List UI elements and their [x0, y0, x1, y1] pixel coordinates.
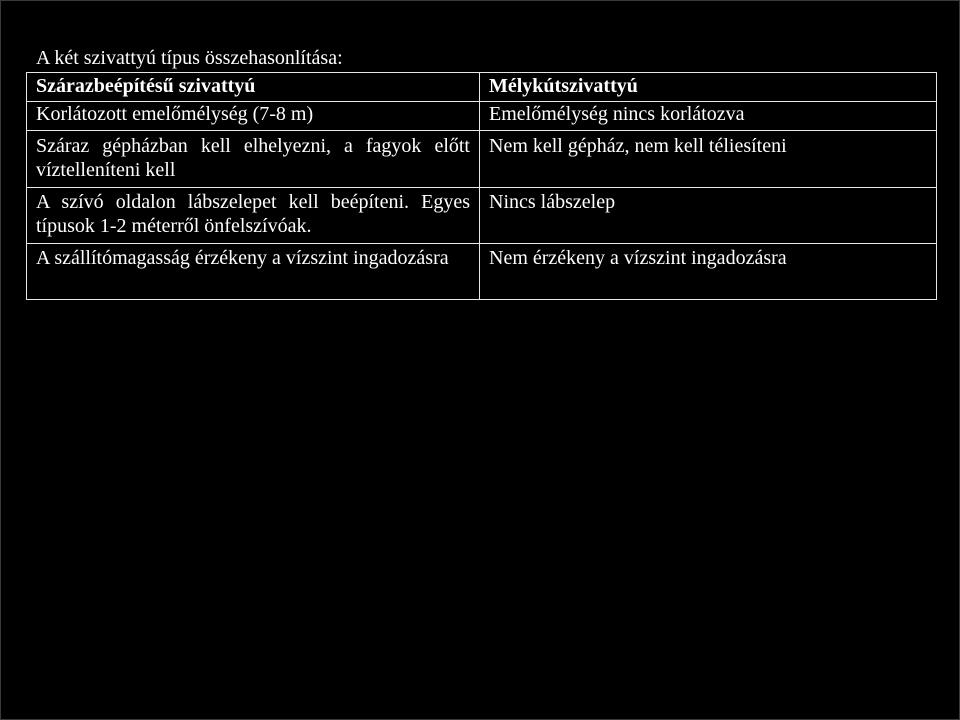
table-cell-dry: A szívó oldalon lábszelepet kell beépíteni. Egyes típusok 1-2 méterről önfelszívóak. [27, 188, 480, 244]
table-cell-dry: Korlátozott emelőmélység (7-8 m) [27, 102, 480, 131]
table-row [27, 188, 937, 244]
table-header-row [27, 73, 937, 102]
table-cell-deep: Nem kell gépház, nem kell téliesíteni [480, 131, 937, 188]
table-row [27, 244, 937, 300]
table-cell-deep: Nem érzékeny a vízszint ingadozásra [480, 244, 937, 300]
slide-title: A két szivattyú típus összehasonlítása: [36, 47, 343, 69]
table-row [27, 102, 937, 131]
header-dry-pump: Szárazbeépítésű szivattyú [27, 73, 480, 102]
table-cell-dry: A szállítómagasság érzékeny a vízszint ingadozásra [27, 244, 480, 300]
comparison-table [26, 72, 937, 300]
table-cell-deep: Emelőmélység nincs korlátozva [480, 102, 937, 131]
table-cell-deep: Nincs lábszelep [480, 188, 937, 244]
table-cell-dry: Száraz gépházban kell elhelyezni, a fagyok előtt víztelleníteni kell [27, 131, 480, 188]
table-row [27, 131, 937, 188]
header-deep-well-pump: Mélykútszivattyú [480, 73, 937, 102]
